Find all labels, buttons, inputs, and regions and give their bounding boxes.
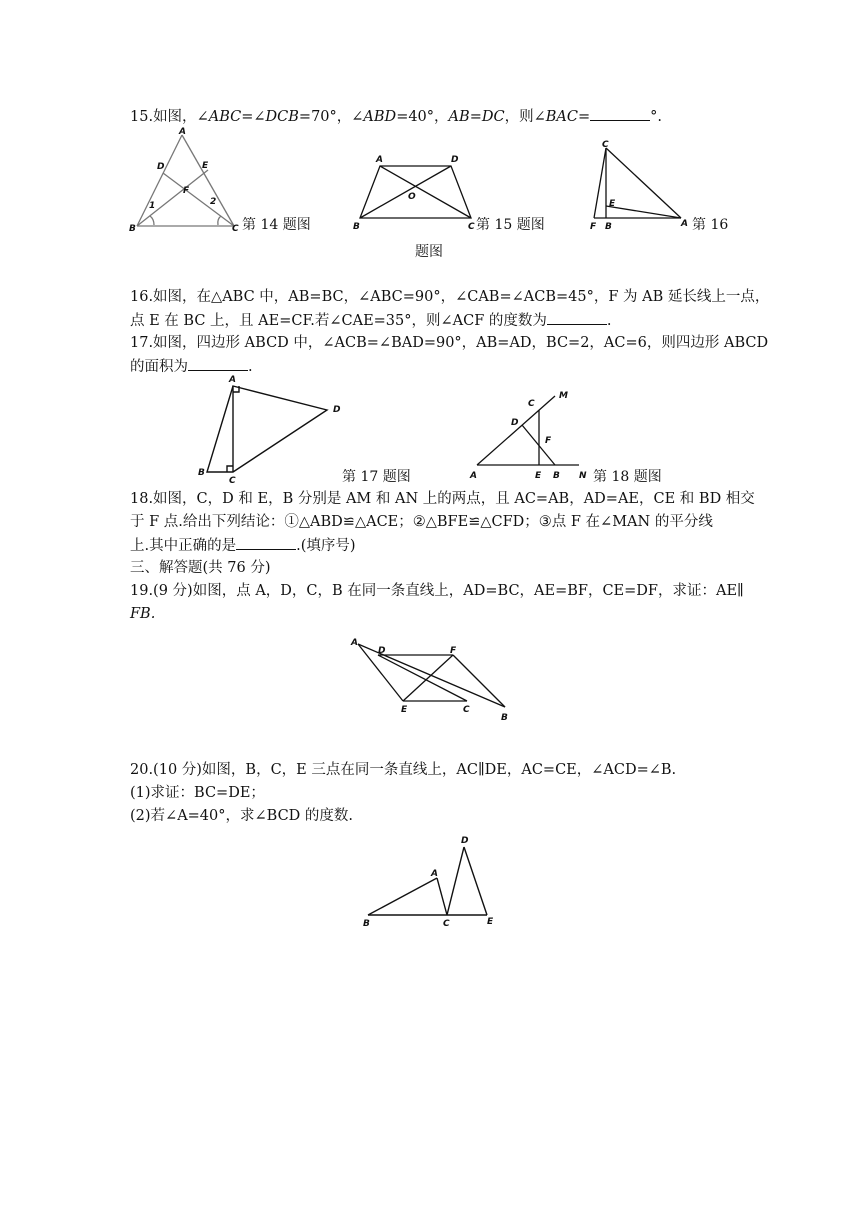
q18-line2: 于 F 点.给出下列结论：①△ABD≌△ACE；②△BFE≌△CFD；③点 F 在∠MAN 的平分线 [130,514,713,530]
figure-16 [585,138,695,234]
label-A: A [376,155,383,165]
q15-text: 15.如图，∠ABC=∠DCB=70°，∠ABD=40°，AB=DC，则∠BAC= °. [130,106,662,127]
label-D: D [157,162,165,172]
caption-fig16a: 第 16 [692,217,729,233]
label-B: B [501,713,508,723]
q16-line2: 点 E 在 BC 上，且 AE=CF.若∠CAE=35°，则∠ACF 的度数为 . [130,310,612,331]
label-B: B [353,222,360,232]
label-B: B [129,224,136,234]
label-E: E [401,705,408,715]
label-2: 2 [210,197,217,207]
caption-fig17: 第 17 题图 [342,469,411,485]
figure-20 [360,833,505,933]
label-E: E [202,161,209,171]
caption-fig18: 第 18 题图 [593,469,662,485]
label-F: F [450,646,457,656]
figure-18 [465,388,595,486]
label-C: C [443,919,450,929]
label-E: E [487,917,494,927]
q17-line2: 的面积为 . [130,356,253,377]
label-E: E [609,199,616,209]
label-C: C [463,705,470,715]
label-C: C [528,399,535,409]
q17-line1: 17.如图，四边形 ABCD 中，∠ACB=∠BAD=90°，AB=AD，BC=2，AC=6，则四边形 ABCD [130,335,769,351]
answer-blank[interactable] [236,535,296,550]
section-heading: 三、解答题(共 76 分) [130,560,271,576]
figure-14 [128,128,243,234]
label-A: A [681,219,688,229]
q19-line1: 19.(9 分)如图，点 A，D，C，B 在同一条直线上，AD=BC，AE=BF，CE=DF，求证：AE∥ [130,583,744,599]
q18-line1: 18.如图，C，D 和 E，B 分别是 AM 和 AN 上的两点，且 AC=AB，AD=AE，CE 和 BD 相交 [130,491,755,507]
label-D: D [333,405,341,415]
answer-blank[interactable] [188,356,248,371]
q18-line3: 上.其中正确的是 .(填序号) [130,535,356,556]
label-1: 1 [149,201,156,211]
caption-fig15: 第 15 题图 [476,217,545,233]
label-F: F [545,436,552,446]
label-B: B [553,471,560,481]
label-F: F [183,186,190,196]
label-A: A [229,375,236,385]
label-D: D [461,836,469,846]
label-M: M [559,391,568,401]
label-C: C [602,140,609,150]
label-O: O [408,192,416,202]
label-B: B [198,468,205,478]
q19-line2: FB. [130,606,156,622]
label-E: E [535,471,542,481]
caption-fig16b: 题图 [415,244,443,260]
label-D: D [511,418,519,428]
label-A: A [179,127,186,137]
answer-blank[interactable] [547,310,607,325]
figure-17 [195,372,355,484]
label-B: B [605,222,612,232]
q20-line1: 20.(10 分)如图，B，C，E 三点在同一条直线上，AC∥DE，AC=CE，∠ACD=∠B. [130,762,677,778]
label-N: N [579,471,587,481]
label-A: A [431,869,438,879]
caption-fig14: 第 14 题图 [242,217,311,233]
label-C: C [229,476,236,486]
label-C: C [468,222,475,232]
q20-line3: (2)若∠A=40°，求∠BCD 的度数. [130,808,354,824]
label-F: F [590,222,597,232]
label-D: D [378,646,386,656]
label-A: A [351,638,358,648]
label-C: C [232,224,239,234]
q16-line1: 16.如图，在△ABC 中，AB=BC，∠ABC=90°，∠CAB=∠ACB=45°，F 为 AB 延长线上一点， [130,289,770,305]
label-D: D [451,155,459,165]
figure-15 [350,150,480,235]
label-B: B [363,919,370,929]
figure-19 [345,635,520,727]
q20-line2: (1)求证：BC=DE； [130,785,265,801]
answer-blank[interactable] [590,106,650,121]
label-A: A [470,471,477,481]
